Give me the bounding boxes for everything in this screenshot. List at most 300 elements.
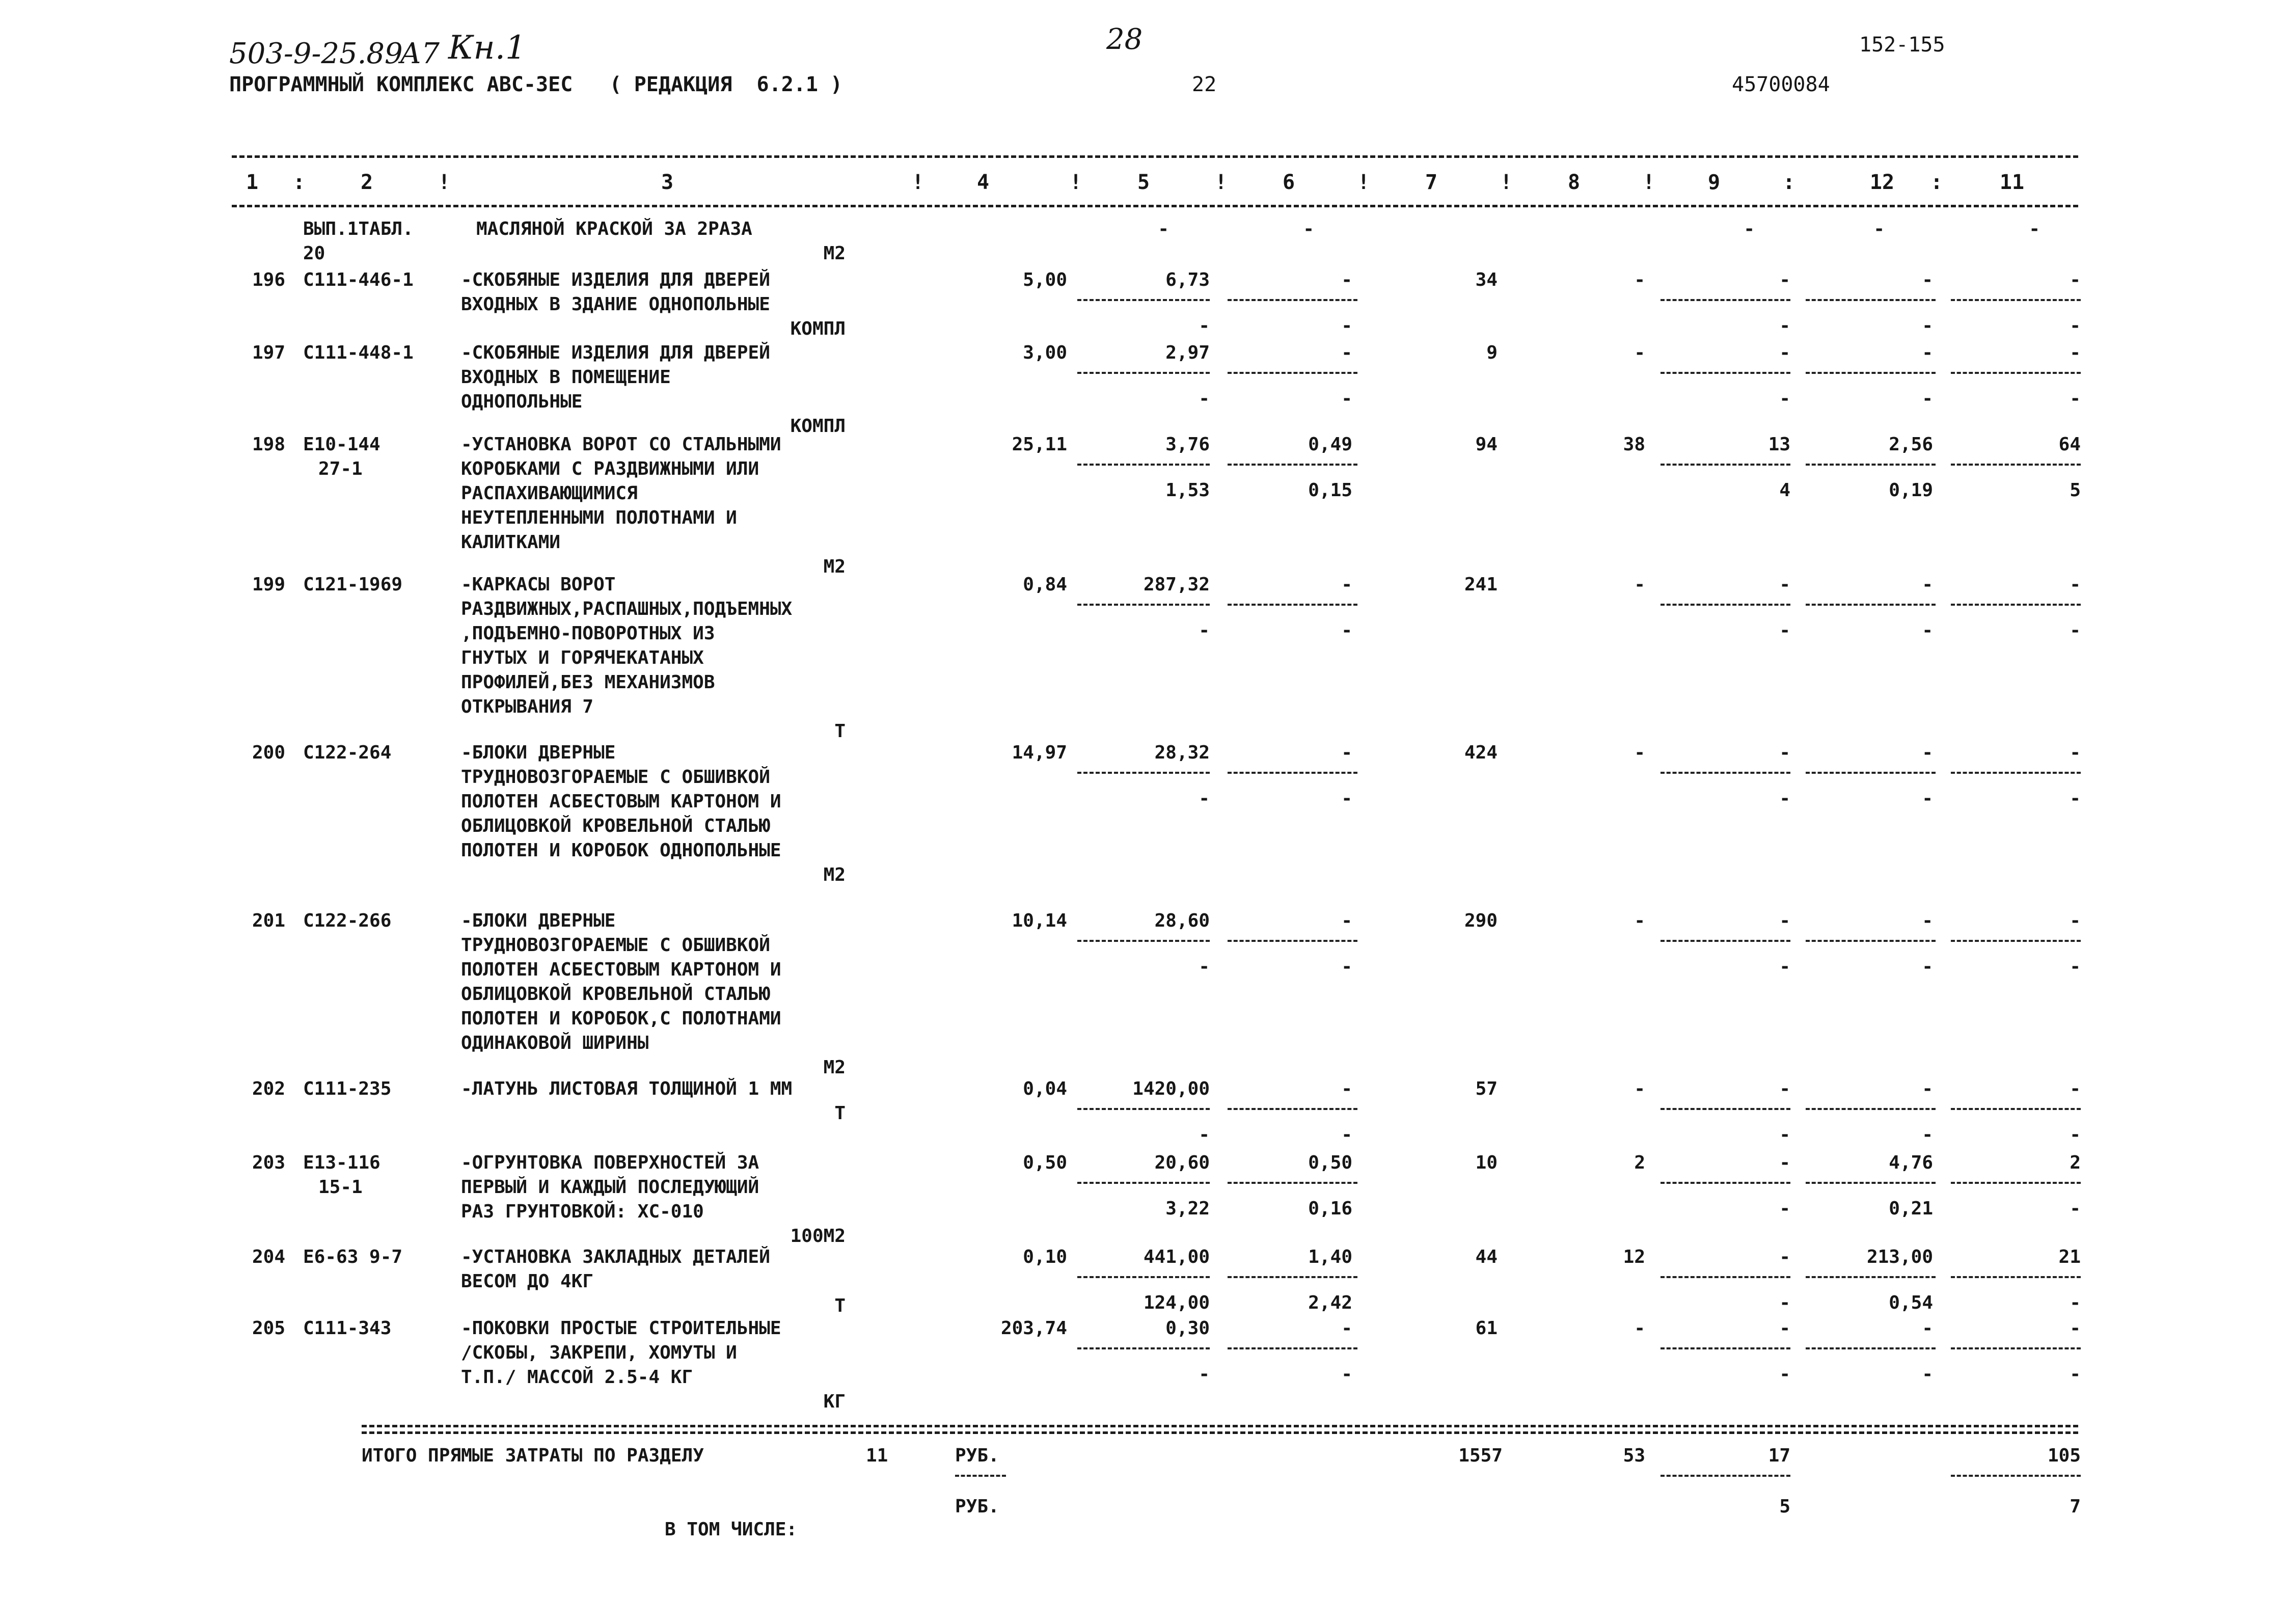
cell-price: 0,30 xyxy=(1165,1318,1210,1339)
cell-qty: 10,14 xyxy=(1012,910,1067,931)
cell-rule xyxy=(1951,604,2081,606)
cell-c9: - xyxy=(1779,742,1790,763)
cell-c7: 9 xyxy=(1486,342,1498,363)
row-description: ПОЛОТЕН И КОРОБОК ОДНОПОЛЬНЫЕ xyxy=(461,840,781,861)
cell-c7: 57 xyxy=(1475,1078,1498,1099)
album-mark: А7 xyxy=(400,37,440,70)
cell-sub-c6: 0,15 xyxy=(1308,480,1352,501)
cell-c11: 64 xyxy=(2058,434,2081,455)
cell-c7: 424 xyxy=(1464,742,1498,763)
cell-sub-c11: - xyxy=(2070,388,2081,409)
totals-sub-c9: 5 xyxy=(1779,1496,1790,1517)
cell-sub-c6: - xyxy=(1341,956,1352,977)
col-header: 8 xyxy=(1567,171,1581,194)
cell-rule xyxy=(1806,772,1936,774)
cell-sub-price: - xyxy=(1199,956,1210,977)
cell-rule xyxy=(1661,1347,1790,1349)
cell-c11: - xyxy=(2070,574,2081,595)
cell-rule xyxy=(1228,1347,1357,1349)
cell-c6: 0,50 xyxy=(1308,1152,1352,1173)
row-code: С111-343 xyxy=(303,1318,392,1339)
row-description: -БЛОКИ ДВЕРНЫЕ xyxy=(461,742,616,763)
cell-c9: - xyxy=(1779,342,1790,363)
cell-rule xyxy=(1661,372,1790,374)
cell-c6: - xyxy=(1341,1318,1352,1339)
cell-rule xyxy=(1806,464,1936,466)
row-description: ,ПОДЪЕМНО-ПОВОРОТНЫХ ИЗ xyxy=(461,623,715,644)
row-description: МАСЛЯНОЙ КРАСКОЙ ЗА 2РАЗА xyxy=(476,219,752,239)
cell-rule xyxy=(1077,1347,1210,1349)
row-unit: М2 xyxy=(823,243,846,264)
cell-rule xyxy=(1228,604,1357,606)
cell-rule xyxy=(1077,299,1210,301)
row-description: ТРУДНОВОЗГОРАЕМЫЕ С ОБШИВКОЙ xyxy=(461,935,770,956)
cell-price: 28,60 xyxy=(1154,910,1210,931)
cell-qty: 5,00 xyxy=(1023,269,1067,290)
cell-rule xyxy=(1228,1182,1357,1184)
cell-rule xyxy=(1806,1347,1936,1349)
cell-sub-c9: - xyxy=(1779,956,1790,977)
cell-sub-c9: - xyxy=(1779,620,1790,641)
cell-sub-c6: - xyxy=(1341,620,1352,641)
cell-price: 20,60 xyxy=(1154,1152,1210,1173)
cell-sub-c11: 5 xyxy=(2070,480,2081,501)
row-description: ПОЛОТЕН И КОРОБОК,С ПОЛОТНАМИ xyxy=(461,1008,781,1029)
col-header: 12 xyxy=(1869,171,1895,194)
cell-rule xyxy=(1661,1182,1790,1184)
cell-rule xyxy=(1077,604,1210,606)
col-separators: ! xyxy=(1643,171,1655,194)
cell-c7: 44 xyxy=(1475,1247,1498,1267)
row-description: КАЛИТКАМИ xyxy=(461,532,561,553)
cell-rule xyxy=(1228,299,1357,301)
row-description: НЕУТЕПЛЕННЫМИ ПОЛОТНАМИ И xyxy=(461,507,737,528)
cell-c11: - xyxy=(2070,1318,2081,1339)
cell-sub-c6: - xyxy=(1341,315,1352,336)
doc-code: 503-9-25.89 xyxy=(229,37,403,70)
cell-rule xyxy=(1228,1108,1357,1110)
cell-rule xyxy=(1228,464,1357,466)
cell-sub-price: - xyxy=(1199,788,1210,809)
row-code: Е10-144 xyxy=(303,434,380,455)
row-number: 198 xyxy=(252,434,285,455)
sheet-number: 22 xyxy=(1192,73,1217,96)
totals-sub-rule xyxy=(1951,1475,2081,1477)
row-code: С111-446-1 xyxy=(303,269,414,290)
cell-rule xyxy=(1228,940,1357,942)
cell-rule xyxy=(1661,604,1790,606)
col-separators: ! xyxy=(912,171,924,194)
cell-sub-c6: 2,42 xyxy=(1308,1292,1352,1313)
cell-rule xyxy=(1661,1276,1790,1278)
row-description: ТРУДНОВОЗГОРАЕМЫЕ С ОБШИВКОЙ xyxy=(461,767,770,788)
row-description: ВХОДНЫХ В ПОМЕЩЕНИЕ xyxy=(461,367,671,388)
row-number: 200 xyxy=(252,742,285,763)
cell-sub-price: - xyxy=(1199,620,1210,641)
cell-c12: - xyxy=(1922,910,1933,931)
cell-sub-price: - xyxy=(1199,315,1210,336)
cell-rule xyxy=(1661,940,1790,942)
row-code: С121-1969 xyxy=(303,574,403,595)
cell-sub-c12: - xyxy=(1922,1364,1933,1385)
row-code: С122-266 xyxy=(303,910,392,931)
cell-sub-c9: - xyxy=(1779,1292,1790,1313)
cell-c6: - xyxy=(1341,574,1352,595)
cell-qty: 0,84 xyxy=(1023,574,1067,595)
cell-sub-price: 124,00 xyxy=(1143,1292,1210,1313)
row-unit: КОМПЛ xyxy=(790,318,846,339)
cell-rule xyxy=(1661,464,1790,466)
cell-c11: - xyxy=(2070,910,2081,931)
cell-rule xyxy=(1077,940,1210,942)
cell-rule xyxy=(1951,772,2081,774)
cell-c7: 34 xyxy=(1475,269,1498,290)
cell-rule xyxy=(1077,464,1210,466)
totals-c7: 1557 xyxy=(1458,1445,1503,1466)
cell-rule xyxy=(1077,1108,1210,1110)
row-description: ПОЛОТЕН АСБЕСТОВЫМ КАРТОНОМ И xyxy=(461,791,781,812)
cell-price: 2,97 xyxy=(1165,342,1210,363)
cell-c12: 4,76 xyxy=(1889,1152,1933,1173)
cell-sub-c11: - xyxy=(2070,315,2081,336)
cell-c8: - xyxy=(1634,910,1645,931)
row-description: ОДИНАКОВОЙ ШИРИНЫ xyxy=(461,1033,649,1053)
cell-rule xyxy=(1077,1182,1210,1184)
cell-sub-c12: 0,54 xyxy=(1889,1292,1933,1313)
cell-sub-price: 1,53 xyxy=(1165,480,1210,501)
cell-c8: - xyxy=(1634,574,1645,595)
cell-c12: 213,00 xyxy=(1866,1247,1933,1267)
row-unit: Т xyxy=(834,1103,846,1124)
cell-c6: - xyxy=(1341,1078,1352,1099)
col-header: 1 xyxy=(246,171,259,194)
totals-unit: РУБ. xyxy=(955,1445,999,1466)
cell-c8: - xyxy=(1634,1078,1645,1099)
row-unit: КОМПЛ xyxy=(790,416,846,437)
totals-sub-rule xyxy=(1661,1475,1790,1477)
col-separators: ! xyxy=(1357,171,1370,194)
document-id: 45700084 xyxy=(1732,73,1830,96)
cell-c8: 12 xyxy=(1623,1247,1645,1267)
row-unit: Т xyxy=(834,1295,846,1316)
cell: - xyxy=(1744,219,1755,239)
cell-sub-c12: 0,21 xyxy=(1889,1198,1933,1219)
cell-rule xyxy=(1806,1276,1936,1278)
cell-rule xyxy=(1228,1276,1357,1278)
cell-c12: - xyxy=(1922,574,1933,595)
cell-c11: - xyxy=(2070,342,2081,363)
cell-c8: 2 xyxy=(1634,1152,1645,1173)
cell-c12: - xyxy=(1922,342,1933,363)
cell-c7: 10 xyxy=(1475,1152,1498,1173)
cell-sub-c9: 4 xyxy=(1779,480,1790,501)
row-code: С122-264 xyxy=(303,742,392,763)
program-line: ПРОГРАММНЫЙ КОМПЛЕКС АВС-3ЕС ( РЕДАКЦИЯ 6.2.1 ) xyxy=(229,73,843,96)
col-separators: : xyxy=(1783,171,1795,194)
cell-qty: 0,10 xyxy=(1023,1247,1067,1267)
cell-sub-c12: 0,19 xyxy=(1889,480,1933,501)
page-number: 28 xyxy=(1106,23,1143,56)
cell-sub-c9: - xyxy=(1779,1198,1790,1219)
totals-top-rule-2 xyxy=(362,1431,2078,1434)
cell-c6: - xyxy=(1341,342,1352,363)
cell-rule xyxy=(1951,1276,2081,1278)
row-description: /СКОБЫ, ЗАКРЕПИ, ХОМУТЫ И xyxy=(461,1342,737,1363)
row-description: -БЛОКИ ДВЕРНЫЕ xyxy=(461,910,616,931)
cell-sub-c11: - xyxy=(2070,788,2081,809)
cell-c6: 1,40 xyxy=(1308,1247,1352,1267)
row-description: -ПОКОВКИ ПРОСТЫЕ СТРОИТЕЛЬНЫЕ xyxy=(461,1318,781,1339)
cell-c6: - xyxy=(1341,910,1352,931)
cell-c8: 38 xyxy=(1623,434,1645,455)
row-description: РАСПАХИВАЮЩИМИСЯ xyxy=(461,483,638,504)
cell-c12: 2,56 xyxy=(1889,434,1933,455)
cell-sub-c12: - xyxy=(1922,315,1933,336)
row-description: -СКОБЯНЫЕ ИЗДЕЛИЯ ДЛЯ ДВЕРЕЙ xyxy=(461,342,770,363)
cell-c9: - xyxy=(1779,1078,1790,1099)
cell: - xyxy=(1158,219,1169,239)
cell-c9: - xyxy=(1779,1318,1790,1339)
cell-price: 1420,00 xyxy=(1132,1078,1210,1099)
cell-c9: - xyxy=(1779,269,1790,290)
totals-top-rule xyxy=(362,1425,2078,1427)
cell-c8: - xyxy=(1634,1318,1645,1339)
row-code: 27-1 xyxy=(318,458,363,479)
cell-c8: - xyxy=(1634,342,1645,363)
row-number: 205 xyxy=(252,1318,285,1339)
cell-rule xyxy=(1806,372,1936,374)
cell-rule xyxy=(1951,299,2081,301)
cell-sub-c6: - xyxy=(1341,1364,1352,1385)
row-unit: Т xyxy=(834,721,846,742)
cell-c11: - xyxy=(2070,742,2081,763)
cell-rule xyxy=(1077,1276,1210,1278)
row-description: РАЗ ГРУНТОВКОЙ: ХС-010 xyxy=(461,1201,704,1222)
col-header: 4 xyxy=(976,171,990,194)
cell-price: 287,32 xyxy=(1143,574,1210,595)
cell-c11: 2 xyxy=(2070,1152,2081,1173)
cell-sub-c9: - xyxy=(1779,1124,1790,1145)
cell-qty: 14,97 xyxy=(1012,742,1067,763)
row-unit: М2 xyxy=(823,1057,846,1078)
col-separators: : xyxy=(293,171,306,194)
cell-sub-c12: - xyxy=(1922,956,1933,977)
cell-price: 28,32 xyxy=(1154,742,1210,763)
cell-sub-c11: - xyxy=(2070,620,2081,641)
totals-c9: 17 xyxy=(1768,1445,1790,1466)
row-description: ПЕРВЫЙ И КАЖДЫЙ ПОСЛЕДУЮЩИЙ xyxy=(461,1177,759,1198)
cell-sub-price: - xyxy=(1199,1124,1210,1145)
row-number: 199 xyxy=(252,574,285,595)
cell-c11: - xyxy=(2070,269,2081,290)
col-header: 6 xyxy=(1282,171,1295,194)
totals-label: ИТОГО ПРЯМЫЕ ЗАТРАТЫ ПО РАЗДЕЛУ xyxy=(362,1445,704,1466)
row-code: 20 xyxy=(303,243,325,264)
totals-c8: 53 xyxy=(1623,1445,1645,1466)
row-description: ОБЛИЦОВКОЙ КРОВЕЛЬНОЙ СТАЛЬЮ xyxy=(461,816,770,836)
totals-section: 11 xyxy=(866,1445,888,1466)
cell-rule xyxy=(1077,772,1210,774)
cell-c6: 0,49 xyxy=(1308,434,1352,455)
row-code: Е13-116 xyxy=(303,1152,380,1173)
cell-sub-c6: 0,16 xyxy=(1308,1198,1352,1219)
cell-rule xyxy=(1661,772,1790,774)
cell-c9: - xyxy=(1779,574,1790,595)
cell-rule xyxy=(1077,372,1210,374)
row-number: 196 xyxy=(252,269,285,290)
col-separators: ! xyxy=(1500,171,1513,194)
cell-rule xyxy=(1951,940,2081,942)
cell-c11: 21 xyxy=(2058,1247,2081,1267)
cell-qty: 25,11 xyxy=(1012,434,1067,455)
row-description: -КАРКАСЫ ВОРОТ xyxy=(461,574,616,595)
row-description: ГНУТЫХ И ГОРЯЧЕКАТАНЫХ xyxy=(461,647,704,668)
row-description: ПОЛОТЕН АСБЕСТОВЫМ КАРТОНОМ И xyxy=(461,959,781,980)
row-number: 201 xyxy=(252,910,285,931)
cell-rule xyxy=(1951,1182,2081,1184)
cell-rule xyxy=(1951,372,2081,374)
row-code: С111-235 xyxy=(303,1078,392,1099)
cell-c12: - xyxy=(1922,1318,1933,1339)
cell-rule xyxy=(1806,1182,1936,1184)
cell-qty: 0,04 xyxy=(1023,1078,1067,1099)
cell-sub-c11: - xyxy=(2070,1124,2081,1145)
cell-sub-c11: - xyxy=(2070,956,2081,977)
row-description: ПРОФИЛЕЙ,БЕЗ МЕХАНИЗМОВ xyxy=(461,672,715,693)
row-description: -ОГРУНТОВКА ПОВЕРХНОСТЕЙ ЗА xyxy=(461,1152,759,1173)
row-description: ОДНОПОЛЬНЫЕ xyxy=(461,391,583,412)
cell-rule xyxy=(1951,464,2081,466)
cell-sub-c12: - xyxy=(1922,620,1933,641)
cell-rule xyxy=(1228,372,1357,374)
cell-rule xyxy=(1806,1108,1936,1110)
row-code: 15-1 xyxy=(318,1177,363,1198)
row-number: 197 xyxy=(252,342,285,363)
cell-qty: 0,50 xyxy=(1023,1152,1067,1173)
col-header: 3 xyxy=(661,171,674,194)
row-description: -УСТАНОВКА ВОРОТ СО СТАЛЬНЫМИ xyxy=(461,434,781,455)
row-number: 203 xyxy=(252,1152,285,1173)
cell: - xyxy=(1303,219,1314,239)
cell-rule xyxy=(1661,1108,1790,1110)
cell-sub-c6: - xyxy=(1341,388,1352,409)
cell-c7: 61 xyxy=(1475,1318,1498,1339)
header-bottom-rule xyxy=(232,205,2078,207)
col-header: 2 xyxy=(360,171,373,194)
cell-rule xyxy=(1806,299,1936,301)
cell-c9: - xyxy=(1779,910,1790,931)
cell-rule xyxy=(1951,1347,2081,1349)
row-code: Е6-63 9-7 xyxy=(303,1247,403,1267)
row-unit: М2 xyxy=(823,864,846,885)
cell-c9: - xyxy=(1779,1247,1790,1267)
row-description: ОБЛИЦОВКОЙ КРОВЕЛЬНОЙ СТАЛЬЮ xyxy=(461,984,770,1005)
col-separators: ! xyxy=(438,171,451,194)
cell-qty: 203,74 xyxy=(1000,1318,1067,1339)
cell-sub-c9: - xyxy=(1779,315,1790,336)
row-unit: КГ xyxy=(823,1391,846,1412)
sheet-range: 152-155 xyxy=(1859,33,1945,57)
cell-rule xyxy=(1661,299,1790,301)
cell-rule xyxy=(1806,940,1936,942)
cell-c12: - xyxy=(1922,269,1933,290)
cell-sub-c9: - xyxy=(1779,788,1790,809)
cell-sub-c11: - xyxy=(2070,1292,2081,1313)
cell-sub-c11: - xyxy=(2070,1364,2081,1385)
cell-sub-price: 3,22 xyxy=(1165,1198,1210,1219)
cell-sub-c9: - xyxy=(1779,388,1790,409)
row-description: -УСТАНОВКА ЗАКЛАДНЫХ ДЕТАЛЕЙ xyxy=(461,1247,770,1267)
cell-c8: - xyxy=(1634,269,1645,290)
cell-sub-price: - xyxy=(1199,1364,1210,1385)
row-description: ВЕСОМ ДО 4КГ xyxy=(461,1271,594,1292)
totals-including: В ТОМ ЧИСЛЕ: xyxy=(665,1519,798,1540)
col-separators: ! xyxy=(1215,171,1228,194)
cell-sub-price: - xyxy=(1199,388,1210,409)
cell-qty: 3,00 xyxy=(1023,342,1067,363)
cell-sub-c9: - xyxy=(1779,1364,1790,1385)
cell-sub-c12: - xyxy=(1922,1124,1933,1145)
cell-rule xyxy=(1951,1108,2081,1110)
cell-c9: - xyxy=(1779,1152,1790,1173)
cell-price: 441,00 xyxy=(1143,1247,1210,1267)
row-description: РАЗДВИЖНЫХ,РАСПАШНЫХ,ПОДЪЕМНЫХ xyxy=(461,599,793,619)
cell-rule xyxy=(1806,604,1936,606)
row-unit: 100М2 xyxy=(790,1226,846,1247)
row-description: ВХОДНЫХ В ЗДАНИЕ ОДНОПОЛЬНЫЕ xyxy=(461,294,770,315)
cell-c7: 290 xyxy=(1464,910,1498,931)
col-header: 9 xyxy=(1707,171,1721,194)
table-top-rule xyxy=(232,155,2078,158)
row-code: С111-448-1 xyxy=(303,342,414,363)
cell-c7: 241 xyxy=(1464,574,1498,595)
cell-c12: - xyxy=(1922,742,1933,763)
cell-c9: 13 xyxy=(1768,434,1790,455)
cell-c6: - xyxy=(1341,269,1352,290)
col-header: 11 xyxy=(1999,171,2025,194)
row-unit: М2 xyxy=(823,556,846,577)
cell: - xyxy=(2029,219,2040,239)
totals-unit-underline xyxy=(955,1475,1006,1477)
cell-price: 6,73 xyxy=(1165,269,1210,290)
cell-c7: 94 xyxy=(1475,434,1498,455)
totals-unit-2: РУБ. xyxy=(955,1496,999,1517)
col-separators: : xyxy=(1930,171,1943,194)
cell-sub-c11: - xyxy=(2070,1198,2081,1219)
cell-sub-c6: - xyxy=(1341,1124,1352,1145)
cell-c11: - xyxy=(2070,1078,2081,1099)
cell-c6: - xyxy=(1341,742,1352,763)
cell: - xyxy=(1873,219,1885,239)
row-description: ОТКРЫВАНИЯ 7 xyxy=(461,696,594,717)
totals-c11: 105 xyxy=(2047,1445,2081,1466)
row-description: -СКОБЯНЫЕ ИЗДЕЛИЯ ДЛЯ ДВЕРЕЙ xyxy=(461,269,770,290)
cell-c12: - xyxy=(1922,1078,1933,1099)
cell-rule xyxy=(1228,772,1357,774)
col-header: 7 xyxy=(1425,171,1438,194)
row-number: 204 xyxy=(252,1247,285,1267)
col-separators: ! xyxy=(1070,171,1082,194)
cell-sub-c12: - xyxy=(1922,388,1933,409)
col-header: 5 xyxy=(1137,171,1150,194)
cell-c8: - xyxy=(1634,742,1645,763)
book-mark: Кн.1 xyxy=(448,29,526,67)
row-description: КОРОБКАМИ С РАЗДВИЖНЫМИ ИЛИ xyxy=(461,458,759,479)
row-code: ВЫП.1ТАБЛ. xyxy=(303,219,414,239)
cell-price: 3,76 xyxy=(1165,434,1210,455)
row-description: -ЛАТУНЬ ЛИСТОВАЯ ТОЛЩИНОЙ 1 ММ xyxy=(461,1078,793,1099)
row-number: 202 xyxy=(252,1078,285,1099)
